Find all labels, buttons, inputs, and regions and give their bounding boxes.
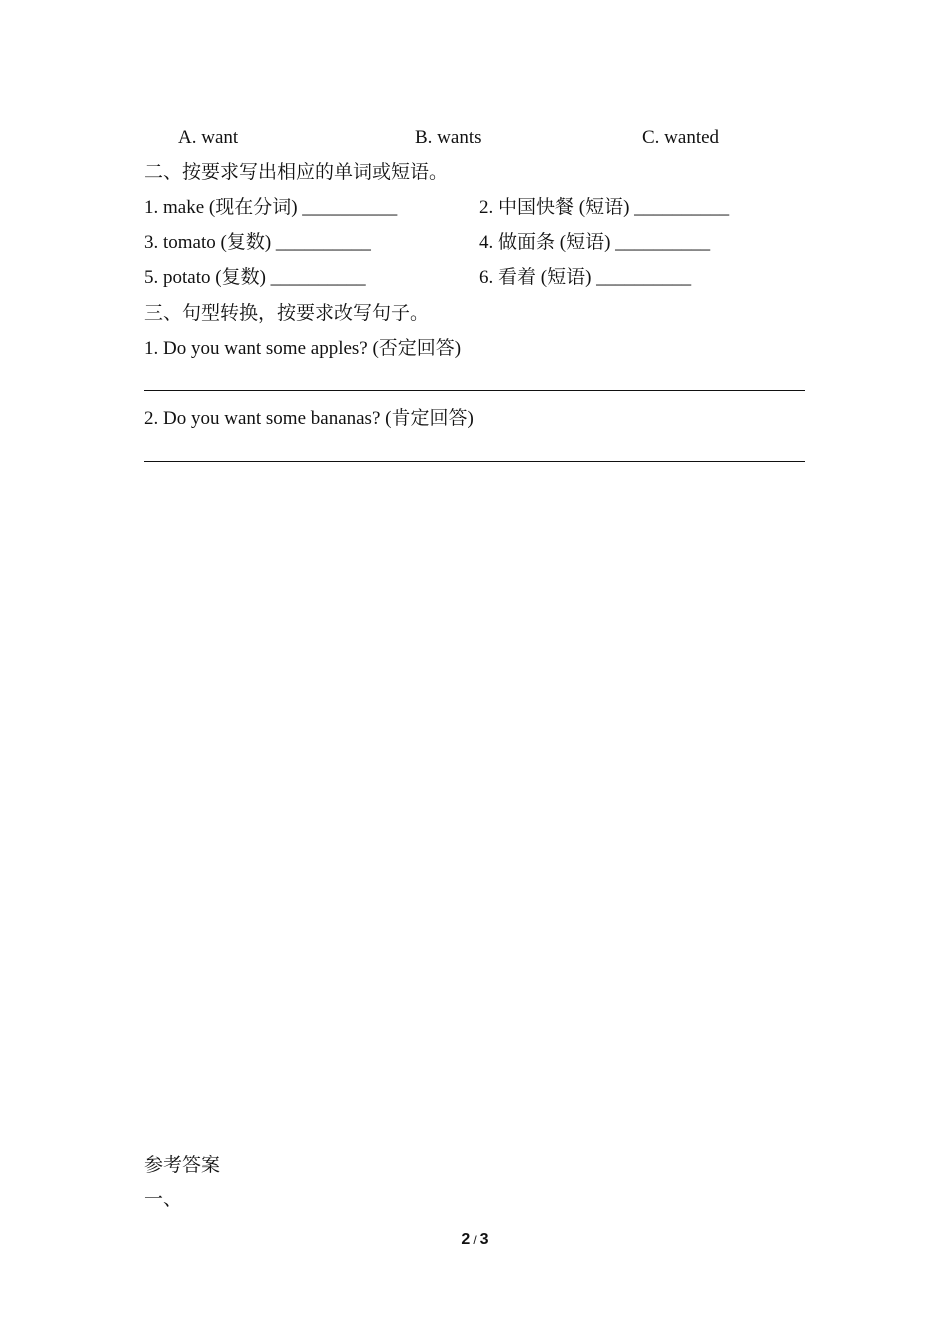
- answer-key-heading: 参考答案: [144, 1155, 221, 1176]
- section-2-heading: 二、按要求写出相应的单词或短语。: [144, 162, 449, 183]
- fill-item: 1. make (现在分词) __________: [144, 197, 398, 218]
- answer-line-1: [144, 390, 805, 391]
- page-separator: /: [473, 1233, 477, 1247]
- question-1: 1. Do you want some apples? (否定回答): [144, 338, 462, 359]
- page-indicator: [0, 1231, 950, 1249]
- section-3-heading: 三、句型转换，按要求改写句子。: [144, 303, 430, 324]
- option-b: B. wants: [415, 127, 482, 148]
- page-total: 3: [479, 1231, 489, 1248]
- fill-item: 2. 中国快餐 (短语) __________: [479, 197, 730, 218]
- question-2: 2. Do you want some bananas? (肯定回答): [144, 408, 474, 429]
- answer-line-2: [144, 461, 805, 462]
- fill-item: 5. potato (复数) __________: [144, 267, 366, 288]
- page-current: 2: [461, 1231, 471, 1248]
- fill-item: 4. 做面条 (短语) __________: [479, 232, 711, 253]
- option-c: C. wanted: [642, 127, 720, 148]
- option-a: A. want: [178, 127, 239, 148]
- fill-item: 6. 看着 (短语) __________: [479, 267, 692, 288]
- answer-key-part-1: 一、: [144, 1189, 183, 1210]
- fill-item: 3. tomato (复数) __________: [144, 232, 371, 253]
